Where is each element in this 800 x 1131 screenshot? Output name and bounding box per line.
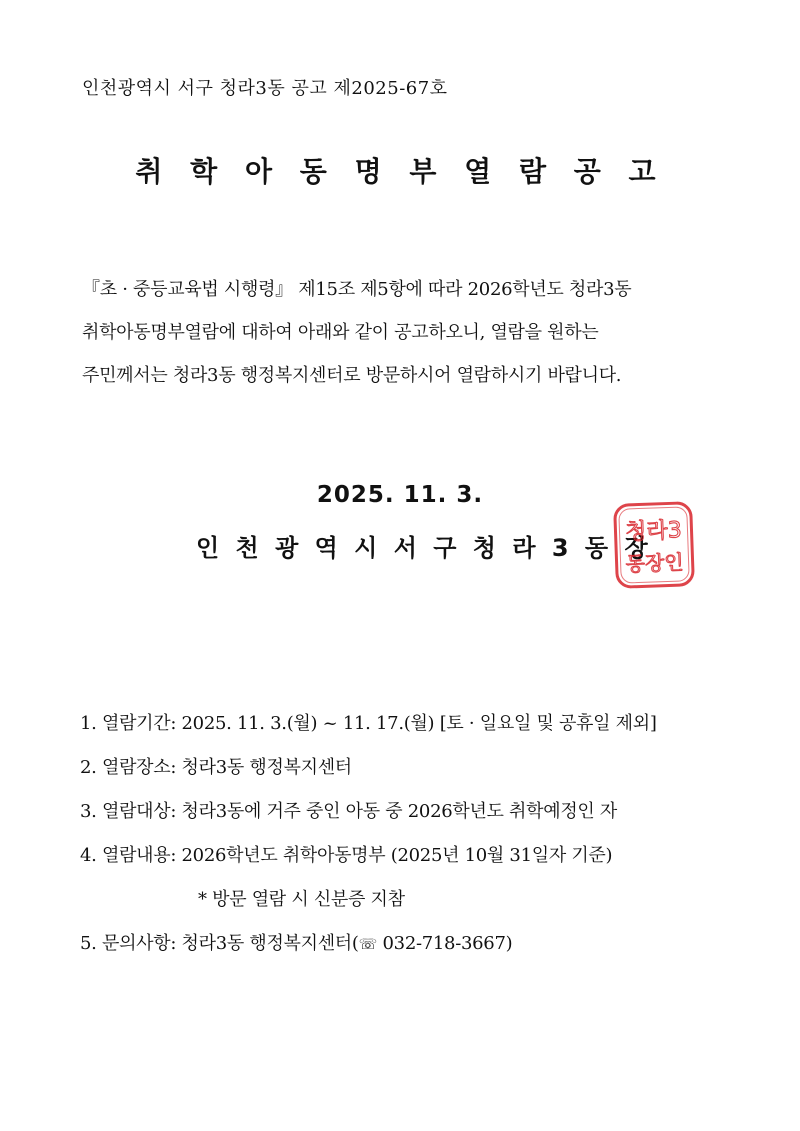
detail-contact [80,922,760,966]
issuer-name: 인 천 광 역 시 서 구 청 라 3 동 장 [196,534,652,562]
contact-phone: 032-718-3667) [377,933,513,954]
notice-body [82,268,742,397]
detail-content: 4. 열람내용: 2026학년도 취학아동명부 (2025년 10월 31일자 기준) [80,845,613,866]
notice-number: 인천광역시 서구 청라3동 공고 제2025-67호 [82,78,448,99]
body-line: 취학아동명부열람에 대하여 아래와 같이 공고하오니, 열람을 원하는 [82,322,599,343]
detail-note: * 방문 열람 시 신분증 지참 [198,889,405,910]
seal-stamp-icon [610,499,697,592]
body-line: 주민께서는 청라3동 행정복지센터로 방문하시어 열람하시기 바랍니다. [82,365,622,386]
detail-target: 3. 열람대상: 청라3동에 거주 중인 아동 중 2026학년도 취학예정인 자 [80,801,618,822]
issue-date: 2025. 11. 3. [316,482,484,508]
document-title: 취 학 아 동 명 부 열 람 공 고 [135,155,665,188]
contact-prefix: 5. 문의사항: 청라3동 행정복지센터( [80,933,359,954]
detail-period: 1. 열람기간: 2025. 11. 3.(월) ~ 11. 17.(월) [토 · 일요일 및 공휴일 제외] [80,713,657,734]
seal-text-top: 청라3 [624,518,683,545]
body-line: 『초 · 중등교육법 시행령』 제15조 제5항에 따라 2026학년도 청라3동 [82,279,632,300]
seal-text-bottom: 동장인 [625,549,685,576]
detail-location: 2. 열람장소: 청라3동 행정복지센터 [80,757,352,778]
official-seal [610,499,697,592]
notice-details [80,702,760,966]
phone-icon: ☏ [358,935,378,953]
